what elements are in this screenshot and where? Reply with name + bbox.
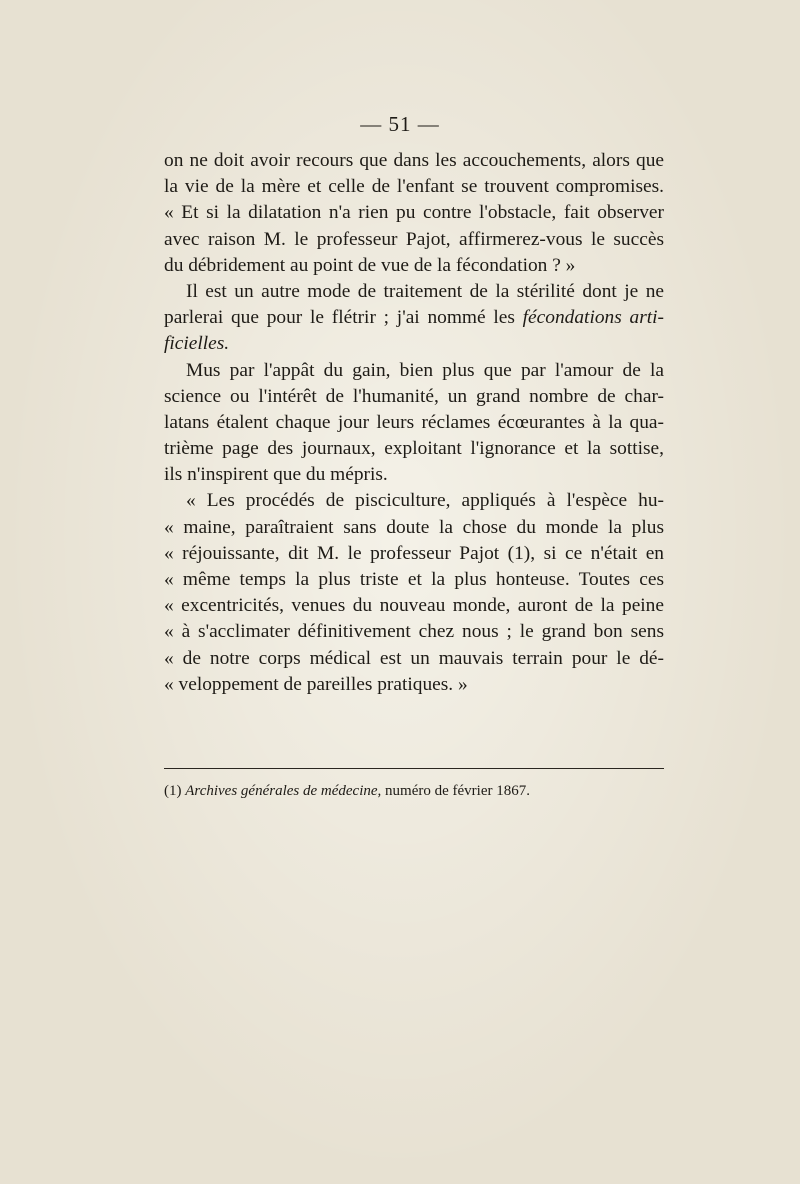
- footnote-rule: [164, 768, 664, 769]
- text-line: [164, 174, 664, 200]
- line-text: ils n'inspirent que du mépris.: [164, 464, 388, 486]
- line-text: avec raison M. le professeur Pajot, affirmerez-vous le succès: [164, 228, 664, 250]
- line-text: « réjouissante, dit M. le professeur Pajot (1), si ce n'était en: [164, 542, 664, 564]
- text-line: [164, 305, 664, 331]
- text-line: [164, 227, 664, 253]
- text-line: [164, 148, 664, 174]
- line-italic-text: fécondations arti-: [522, 307, 664, 329]
- footnote-marker: (1): [164, 783, 182, 799]
- footnote: [164, 781, 664, 801]
- line-text: trième page des journaux, exploitant l'ignorance et la sottise,: [164, 438, 664, 460]
- line-text: parlerai que pour le flétrir ; j'ai nommé les: [164, 307, 515, 329]
- line-text: la vie de la mère et celle de l'enfant se trouvent compromises.: [164, 176, 664, 198]
- line-text: « même temps la plus triste et la plus honteuse. Toutes ces: [164, 569, 664, 590]
- text-line: [164, 436, 664, 462]
- text-line: [164, 279, 664, 305]
- text-line: [164, 200, 664, 226]
- body-text: [164, 148, 664, 698]
- line-text: « maine, paraîtraient sans doute la chose du monde la plus: [164, 516, 664, 538]
- line-text: « à s'acclimater définitivement chez nous ; le grand bon sens: [164, 621, 664, 643]
- line-text: latans étalent chaque jour leurs réclames écœurantes à la qua-: [164, 411, 664, 433]
- text-line: [164, 619, 664, 645]
- line-text: « de notre corps médical est un mauvais terrain pour le dé-: [164, 647, 664, 669]
- text-line: [164, 384, 664, 410]
- text-line: [164, 488, 664, 514]
- line-text: « excentricités, venues du nouveau monde, auront de la peine: [164, 595, 664, 617]
- text-line: [164, 567, 664, 593]
- line-text: Il est un autre mode de traitement de la stérilité dont je ne: [186, 280, 664, 302]
- line-text: on ne doit avoir recours que dans les accouchements, alors que: [164, 150, 664, 171]
- text-line: [164, 541, 664, 567]
- text-line: [164, 515, 664, 541]
- line-text: « Les procédés de pisciculture, appliqués à l'espèce hu-: [186, 490, 664, 512]
- line-text: science ou l'intérêt de l'humanité, un grand nombre de char-: [164, 385, 664, 407]
- line-text: Mus par l'appât du gain, bien plus que par l'amour de la: [186, 359, 664, 381]
- line-text: « veloppement de pareilles pratiques. »: [164, 673, 468, 695]
- text-line: [164, 593, 664, 619]
- line-text: « Et si la dilatation n'a rien pu contre l'obstacle, fait observer: [164, 202, 664, 224]
- line-text: du débridement au point de vue de la fécondation ? »: [164, 254, 576, 276]
- footnote-source: Archives générales de médecine,: [185, 783, 382, 799]
- text-line: [164, 253, 664, 279]
- text-line: [164, 410, 664, 436]
- text-line: [164, 358, 664, 384]
- text-line: [164, 646, 664, 672]
- footnote-detail: numéro de février 1867.: [385, 783, 530, 799]
- text-line: [164, 331, 664, 357]
- text-line: [164, 462, 664, 488]
- line-italic-text: ficielles.: [164, 333, 230, 355]
- text-line: [164, 672, 664, 698]
- page-number: — 51 —: [360, 112, 440, 136]
